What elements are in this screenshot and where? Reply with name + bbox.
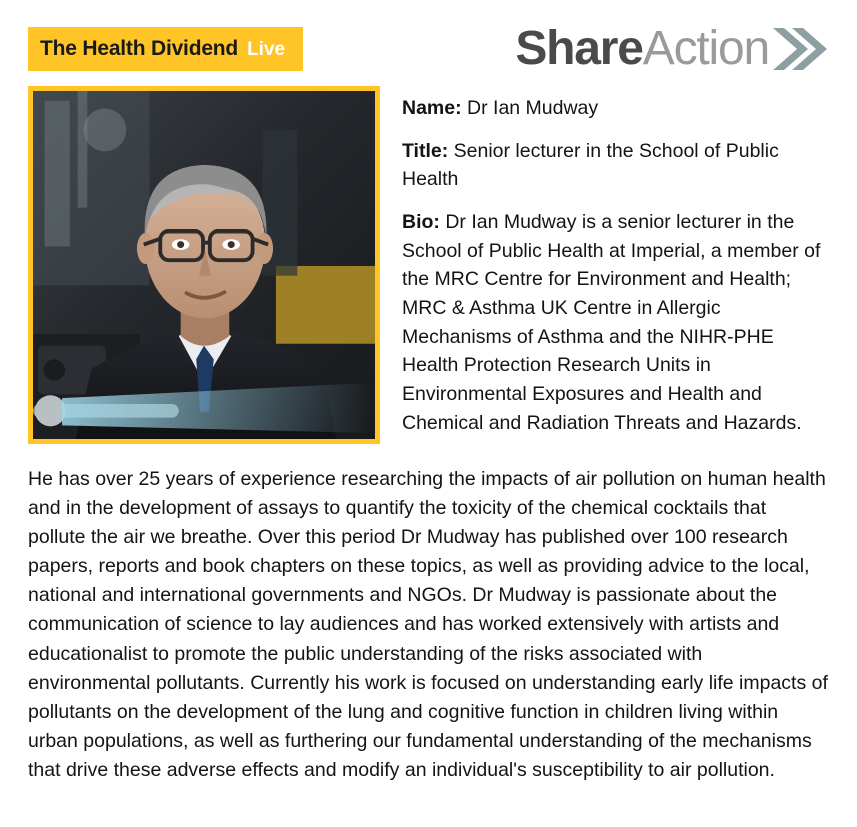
shareaction-logo <box>515 22 829 75</box>
speaker-photo <box>28 86 380 444</box>
speaker-bio-line <box>402 208 829 437</box>
bio-value: Dr Ian Mudway is a senior lecturer in the School of Public Health at Imperial, a member of the MRC Centre for Environment and Health; MRC & Asthma UK Centre in Allergic Mechanisms of Asthma and the NIHR-PHE Health Protection Research Units in Environmental Exposures and Health and Chemical and Radiation Threats and Hazards. <box>402 210 821 434</box>
speaker-details <box>402 86 829 451</box>
biography-paragraph: He has over 25 years of experience researching the impacts of air pollution on human health and in the development of assays to quantify the toxicity of the chemical cocktails that pollute the air we breathe. Over this period Dr Mudway has published over 100 research papers, reports and book chapters on these topics, as well as providing advice to the local, national and international governments and NGOs. Dr Mudway is passionate about the communication of science to lay audiences and has worked extensively with artists and educationalist to promote the public understanding of the risks associated with environmental pollutants. Currently his work is focused on understanding early life impacts of pollutants on the development of the lung and cognitive function in children living within urban populations, as well as furthering our fundamental understanding of the mechanisms that drive these adverse effects and modify an individual's susceptibility to air pollution. <box>28 468 828 781</box>
event-badge-live-label: Live <box>247 39 286 61</box>
bio-label: Bio: <box>402 210 440 233</box>
slide-header <box>28 0 829 86</box>
double-chevron-icon <box>771 26 827 72</box>
name-value: Dr Ian Mudway <box>461 97 599 119</box>
title-value: Senior lecturer in the School of Public Health <box>402 139 779 191</box>
speaker-title-line <box>402 137 829 194</box>
event-badge <box>28 27 303 71</box>
logo-text-share: Share <box>515 22 643 75</box>
event-badge-title: The Health Dividend <box>40 37 239 61</box>
speaker-name-line <box>402 94 829 123</box>
title-label: Title: <box>402 139 449 162</box>
logo-text-action: Action <box>642 22 769 75</box>
speaker-profile <box>28 86 829 451</box>
name-label: Name: <box>402 97 462 119</box>
